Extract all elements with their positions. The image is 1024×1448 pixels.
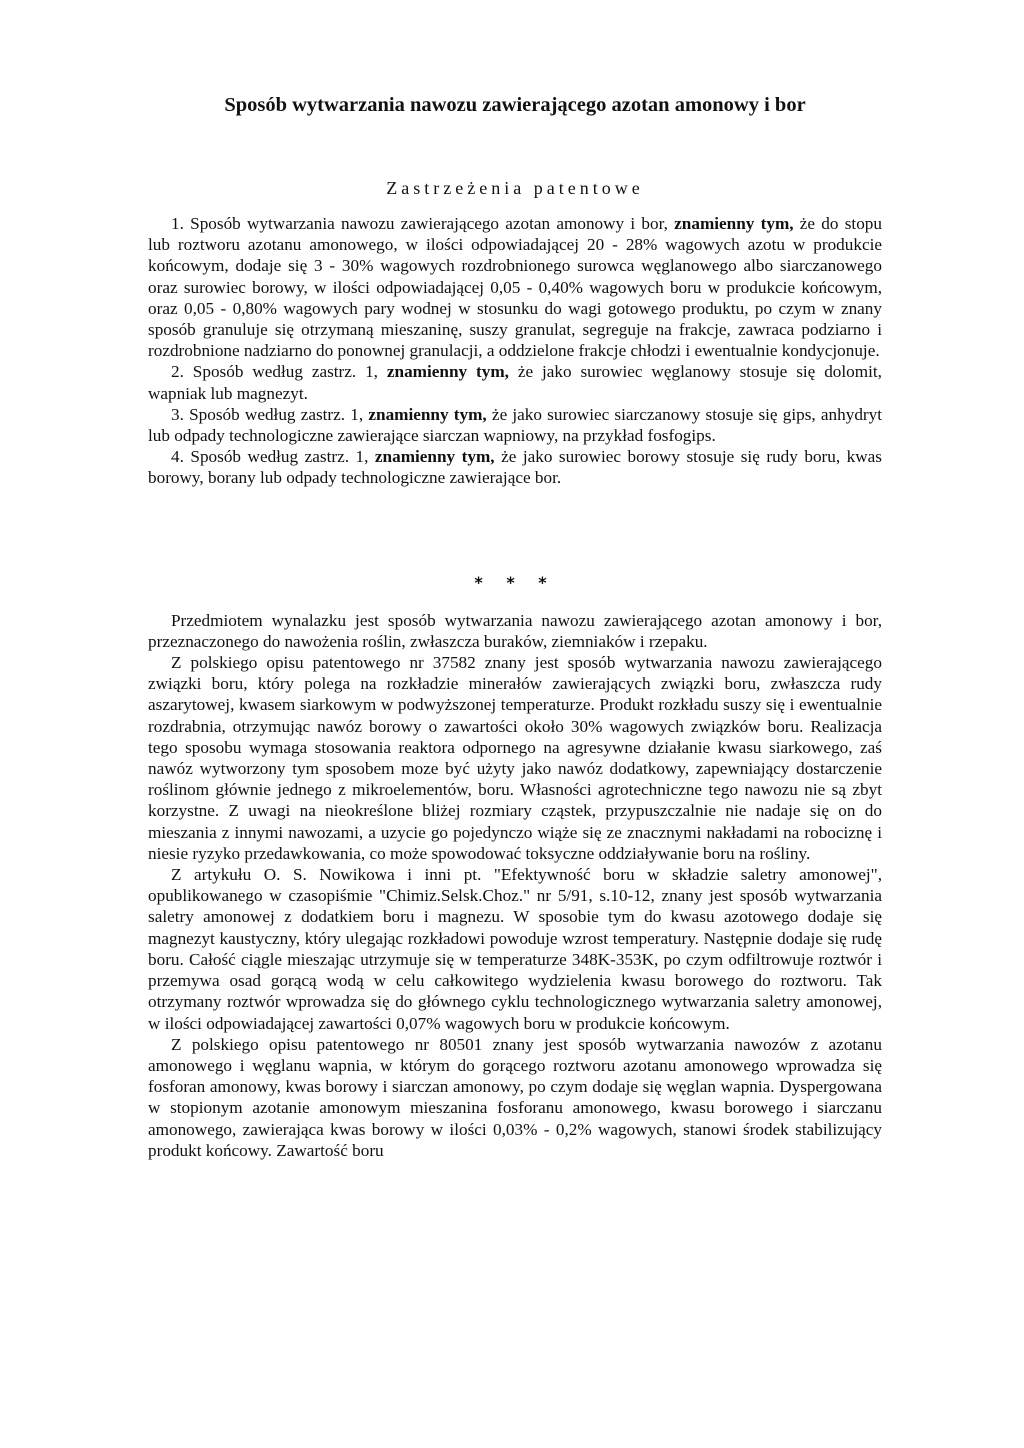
claim-1-emphasis: znamienny tym,	[674, 214, 794, 233]
claim-1-lead: 1. Sposób wytwarzania nawozu zawierającego azotan amonowy i bor,	[171, 214, 675, 233]
claim-1	[148, 213, 882, 361]
claim-4-emphasis: znamienny tym,	[374, 447, 495, 467]
document-title: Sposób wytwarzania nawozu zawierającego azotan amonowy i bor	[224, 94, 806, 116]
description-paragraph-2: Z polskiego opisu patentowego nr 37582 znany jest sposób wytwarzania nawozu zawierającego związki boru, który polega na rozkładzie minerałów zawierających związki boru, zwłaszcza rudy aszarytowej, kwasem siarkowym w podwyższonej temperaturze. Produkt rozkładu suszy się i ewentualnie rozdrabnia, otrzymując nawóz borowy o zawartości około 30% wagowych związków boru. Realizacja tego sposobu wymaga stosowania reaktora odpornego na agresywne działanie kwasu siarkowego, zaś nawóz wytworzony tym sposobem moze być użyty jako nawóz dodatkowy, zapewniający dostarczenie roślinom głównie jednego z mikroelementów, boru. Własności agrotechniczne tego nawozu nie są zbyt korzystne. Z uwagi na nieokreślone bliżej rozmiary cząstek, przypuszczalnie nie nadaje się on do mieszania z innymi nawozami, a uzycie go pojedynczo wiąże się ze znacznymi nakładami na robociznę i niesie ryzyko przedawkowania, co może spowodować toksyczne oddziaływanie boru na rośliny.	[148, 653, 882, 863]
claim-3-emphasis: znamienny tym,	[368, 404, 487, 424]
claim-4-text: że jako surowiec borowy stosuje się rudy boru, kwas borowy, borany lub odpady technologiczne zawierające bor.	[148, 447, 882, 488]
description-paragraph-1: Przedmiotem wynalazku jest sposób wytwarzania nawozu zawierającego azotan amonowy i bor, przeznaczonego do nawożenia roślin, zwłaszcza buraków, ziemniaków i rzepaku.	[148, 610, 882, 651]
claim-1-text: że do stopu lub roztworu azotanu amonowego, w ilości odpowiadającej 20 - 28% wagowych azotu w produkcie końcowym, dodaje się 3 - 30% wagowych rozdrobnionego surowca węglanowego albo siarczanowego oraz surowiec borowy, w ilości odpowiadającej 0,05 - 0,40% wagowych boru w produkcie końcowym, oraz 0,05 - 0,80% wagowych pary wodnej w stosunku do wagi gotowego produktu, po czym w znany sposób granuluje się otrzymaną mieszaninę, suszy granulat, segreguje na frakcje, zawraca podziarno i rozdrobnione nadziarno do ponownej granulacji, a oddzielone frakcje chłodzi i ewentualnie kondycjonuje.	[148, 214, 882, 361]
claim-3-lead: 3. Sposób według zastrz. 1,	[171, 404, 369, 424]
claims-section	[148, 213, 882, 489]
description-paragraph-4: Z polskiego opisu patentowego nr 80501 znany jest sposób wytwarzania nawozów z azotanu amonowego i węglanu wapnia, w którym do gorącego roztworu azotanu amonowego wprowadza się fosforan amonowy, kwas borowy i siarczan amonowy, po czym dodaje się węglan wapnia. Dyspergowana w stopionym azotanie amonowym mieszanina fosforanu amonowego, kwasu borowego i siarczanu amonowego, zawierająca kwas borowy w ilości 0,03% - 0,2% wagowych, stanowi środek stabilizujący produkt końcowy. Zawartość boru	[148, 1034, 882, 1160]
section-separator: * * *	[474, 572, 556, 592]
description-paragraph-3: Z artykułu O. S. Nowikowa i inni pt. "Efektywność boru w składzie saletry amonowej", opublikowanego w czasopiśmie "Chimiz.Selsk.Choz." nr 5/91, s.10-12, znany jest sposób wytwarzania saletry amonowej z dodatkiem boru i magnezu. W sposobie tym do kwasu azotowego dodaje się magnezyt kaustyczny, który ulegając rozkładowi powoduje wzrost temperatury. Następnie dodaje się rudę boru. Całość ciągle mieszając utrzymuje się w temperaturze 348K-353K, po czym odfiltrowuje roztwór i przemywa osad gorącą wodą w celu całkowitego wydzielenia kwasu borowego do roztworu. Tak otrzymany roztwór wprowadza się do głównego cyklu technologicznego wytwarzania saletry amonowej, w ilości odpowiadającej zawartości 0,07% wagowych boru w produkcie końcowym.	[148, 865, 882, 1033]
claims-heading: Zastrzeżenia patentowe	[386, 178, 644, 198]
description-section	[148, 610, 882, 1161]
claim-4-lead: 4. Sposób według zastrz. 1,	[171, 447, 375, 467]
claim-4	[148, 446, 882, 488]
claim-2-emphasis: znamienny tym,	[386, 362, 509, 382]
claim-3	[148, 404, 882, 446]
claim-2-text: że jako surowiec węglanowy stosuje się dolomit, wapniak lub magnezyt.	[148, 362, 882, 403]
claim-2-lead: 2. Sposób według zastrz. 1,	[171, 362, 387, 382]
claim-3-text: że jako surowiec siarczanowy stosuje się gips, anhydryt lub odpady technologiczne zawierające siarczan wapniowy, na przykład fosfogips.	[148, 404, 883, 446]
claim-2	[148, 361, 882, 403]
